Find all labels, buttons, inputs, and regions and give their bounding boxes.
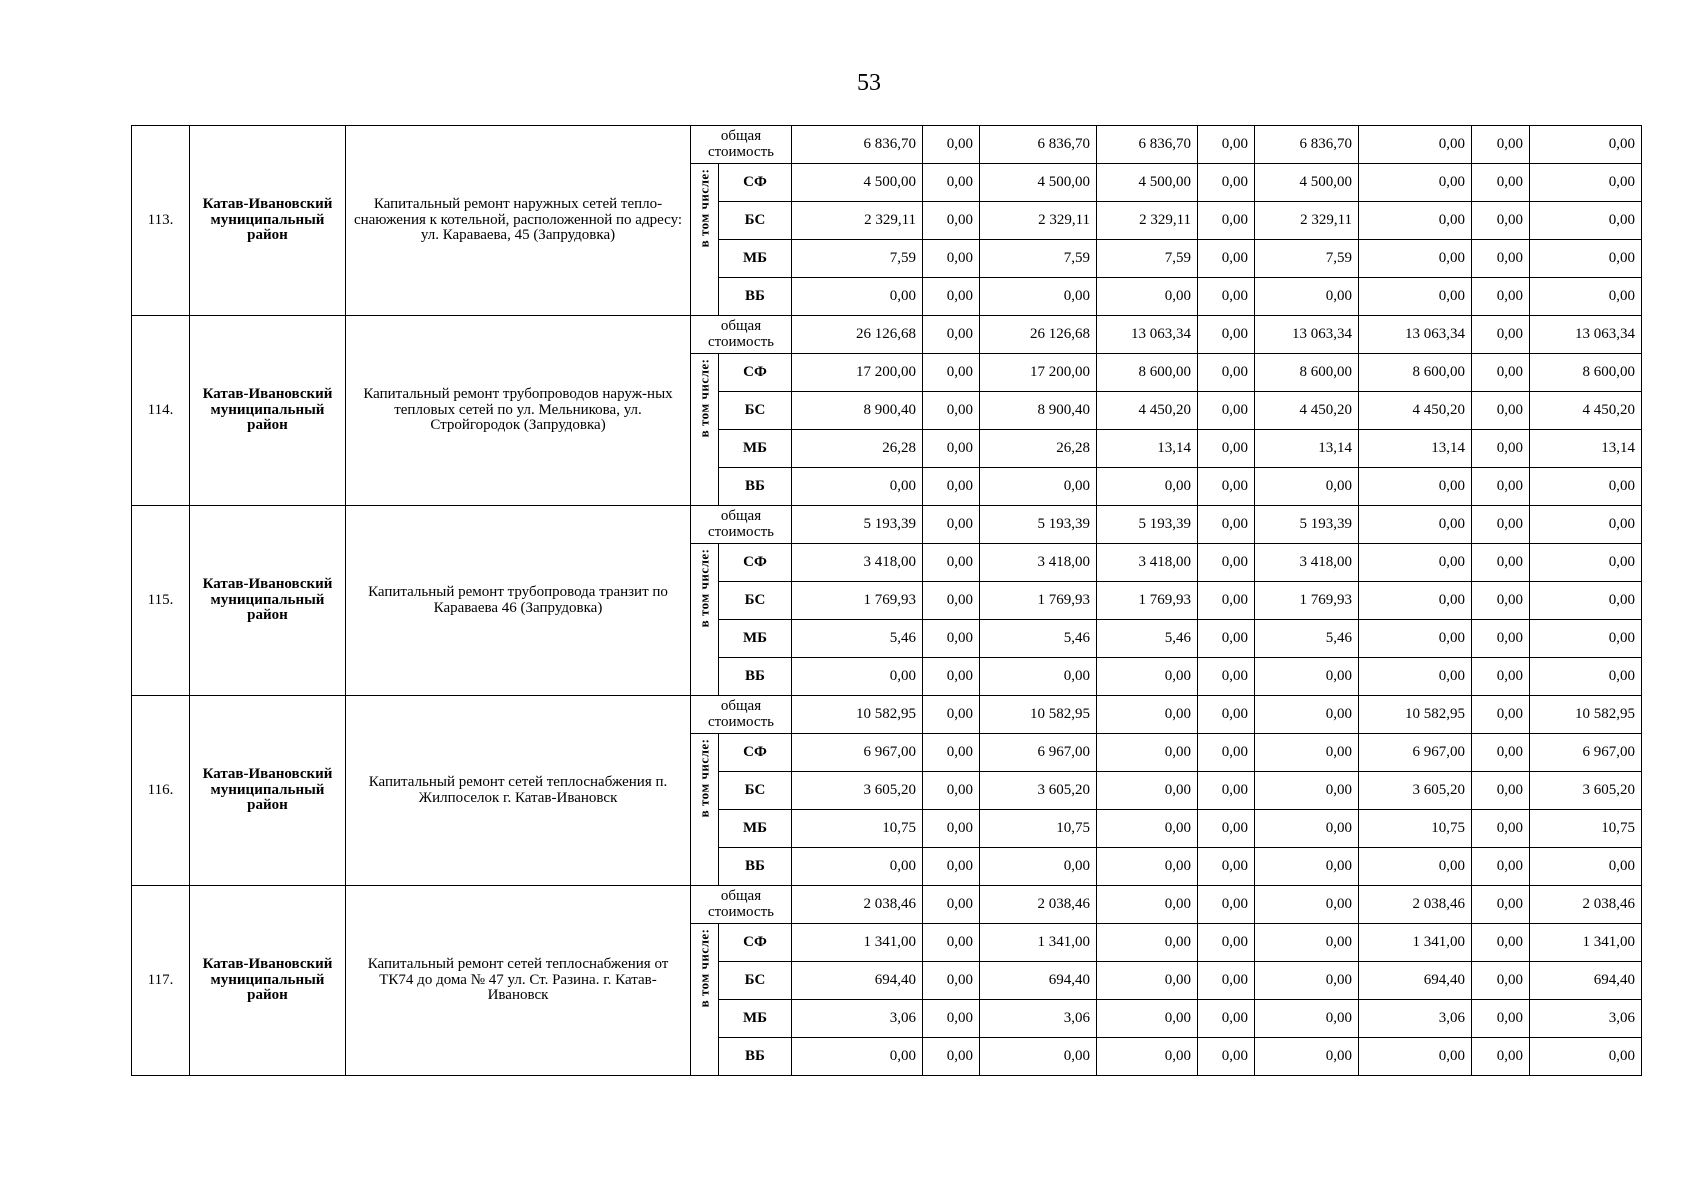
row-number: 116. bbox=[132, 696, 190, 886]
value-cell: 4 450,20 bbox=[1359, 392, 1472, 430]
value-cell: 0,00 bbox=[1198, 582, 1255, 620]
value-cell: 0,00 bbox=[1255, 886, 1359, 924]
value-cell: 4 500,00 bbox=[980, 164, 1097, 202]
project-description: Капитальный ремонт сетей теплоснабжения от ТК74 до дома № 47 ул. Ст. Разина. г. Катав-Ивановск bbox=[346, 886, 691, 1076]
value-cell: 6 836,70 bbox=[980, 126, 1097, 164]
value-cell: 3,06 bbox=[1359, 1000, 1472, 1038]
funding-source-label: БС bbox=[719, 202, 792, 240]
district-name: Катав-Ивановский муниципальный район bbox=[190, 506, 346, 696]
value-cell: 5 193,39 bbox=[1255, 506, 1359, 544]
value-cell: 0,00 bbox=[1359, 278, 1472, 316]
value-cell: 7,59 bbox=[1255, 240, 1359, 278]
value-cell: 0,00 bbox=[1097, 278, 1198, 316]
value-cell: 0,00 bbox=[1097, 848, 1198, 886]
value-cell: 8 900,40 bbox=[792, 392, 923, 430]
row-number: 117. bbox=[132, 886, 190, 1076]
value-cell: 0,00 bbox=[1255, 810, 1359, 848]
value-cell: 0,00 bbox=[1198, 468, 1255, 506]
value-cell: 0,00 bbox=[1097, 734, 1198, 772]
value-cell: 0,00 bbox=[1097, 924, 1198, 962]
value-cell: 8 600,00 bbox=[1359, 354, 1472, 392]
value-cell: 1 341,00 bbox=[1359, 924, 1472, 962]
value-cell: 26 126,68 bbox=[980, 316, 1097, 354]
total-cost-label: общая стоимость bbox=[691, 506, 792, 544]
value-cell: 0,00 bbox=[923, 544, 980, 582]
value-cell: 0,00 bbox=[1530, 240, 1642, 278]
value-cell: 0,00 bbox=[1255, 772, 1359, 810]
table-body bbox=[132, 126, 1642, 1076]
value-cell: 13 063,34 bbox=[1359, 316, 1472, 354]
value-cell: 0,00 bbox=[1530, 468, 1642, 506]
value-cell: 0,00 bbox=[923, 924, 980, 962]
including-label-cell bbox=[691, 164, 719, 316]
value-cell: 3 418,00 bbox=[1255, 544, 1359, 582]
value-cell: 2 329,11 bbox=[980, 202, 1097, 240]
including-label: в том числе: bbox=[696, 738, 712, 817]
district-name: Катав-Ивановский муниципальный район bbox=[190, 126, 346, 316]
value-cell: 4 500,00 bbox=[1097, 164, 1198, 202]
project-description: Капитальный ремонт трубопроводов наруж-ных тепловых сетей по ул. Мельникова, ул. Стройгородок (Запрудовка) bbox=[346, 316, 691, 506]
page-number: 53 bbox=[857, 70, 881, 96]
value-cell: 0,00 bbox=[1359, 544, 1472, 582]
value-cell: 0,00 bbox=[1472, 354, 1530, 392]
value-cell: 3 605,20 bbox=[1530, 772, 1642, 810]
value-cell: 17 200,00 bbox=[792, 354, 923, 392]
value-cell: 0,00 bbox=[1198, 240, 1255, 278]
value-cell: 0,00 bbox=[1472, 886, 1530, 924]
value-cell: 0,00 bbox=[923, 316, 980, 354]
value-cell: 0,00 bbox=[1472, 848, 1530, 886]
value-cell: 0,00 bbox=[1198, 544, 1255, 582]
value-cell: 0,00 bbox=[1198, 354, 1255, 392]
value-cell: 0,00 bbox=[1472, 506, 1530, 544]
value-cell: 26,28 bbox=[980, 430, 1097, 468]
value-cell: 0,00 bbox=[1097, 962, 1198, 1000]
value-cell: 0,00 bbox=[1359, 468, 1472, 506]
value-cell: 0,00 bbox=[923, 278, 980, 316]
value-cell: 0,00 bbox=[1198, 1000, 1255, 1038]
table-row-total bbox=[132, 696, 1642, 734]
value-cell: 1 341,00 bbox=[1530, 924, 1642, 962]
value-cell: 0,00 bbox=[1359, 164, 1472, 202]
value-cell: 0,00 bbox=[923, 848, 980, 886]
value-cell: 0,00 bbox=[923, 468, 980, 506]
including-label: в том числе: bbox=[696, 168, 712, 247]
funding-source-label: МБ bbox=[719, 620, 792, 658]
value-cell: 4 500,00 bbox=[1255, 164, 1359, 202]
value-cell: 0,00 bbox=[1530, 1038, 1642, 1076]
value-cell: 0,00 bbox=[923, 620, 980, 658]
funding-source-label: БС bbox=[719, 582, 792, 620]
value-cell: 0,00 bbox=[1359, 240, 1472, 278]
value-cell: 0,00 bbox=[923, 734, 980, 772]
value-cell: 5,46 bbox=[1097, 620, 1198, 658]
value-cell: 6 967,00 bbox=[792, 734, 923, 772]
value-cell: 0,00 bbox=[1198, 1038, 1255, 1076]
value-cell: 0,00 bbox=[1472, 544, 1530, 582]
value-cell: 5 193,39 bbox=[1097, 506, 1198, 544]
value-cell: 0,00 bbox=[1255, 962, 1359, 1000]
value-cell: 0,00 bbox=[980, 468, 1097, 506]
value-cell: 3 418,00 bbox=[980, 544, 1097, 582]
value-cell: 0,00 bbox=[923, 772, 980, 810]
value-cell: 0,00 bbox=[923, 658, 980, 696]
value-cell: 2 038,46 bbox=[1530, 886, 1642, 924]
value-cell: 8 600,00 bbox=[1097, 354, 1198, 392]
including-label: в том числе: bbox=[696, 928, 712, 1007]
value-cell: 0,00 bbox=[1472, 392, 1530, 430]
value-cell: 10,75 bbox=[1530, 810, 1642, 848]
value-cell: 5,46 bbox=[980, 620, 1097, 658]
value-cell: 0,00 bbox=[1359, 1038, 1472, 1076]
value-cell: 1 769,93 bbox=[1255, 582, 1359, 620]
value-cell: 0,00 bbox=[1472, 316, 1530, 354]
value-cell: 0,00 bbox=[980, 1038, 1097, 1076]
value-cell: 0,00 bbox=[923, 126, 980, 164]
value-cell: 0,00 bbox=[1359, 126, 1472, 164]
value-cell: 0,00 bbox=[1097, 1038, 1198, 1076]
value-cell: 0,00 bbox=[1472, 582, 1530, 620]
district-name: Катав-Ивановский муниципальный район bbox=[190, 696, 346, 886]
district-name: Катав-Ивановский муниципальный район bbox=[190, 316, 346, 506]
including-label-cell bbox=[691, 924, 719, 1076]
value-cell: 0,00 bbox=[1359, 582, 1472, 620]
value-cell: 0,00 bbox=[1255, 734, 1359, 772]
value-cell: 3,06 bbox=[1530, 1000, 1642, 1038]
table-row-total bbox=[132, 126, 1642, 164]
value-cell: 0,00 bbox=[1198, 658, 1255, 696]
including-label-cell bbox=[691, 734, 719, 886]
project-description: Капитальный ремонт наружных сетей тепло-снаюжения к котельной, расположенной по адресу: ул. Караваева, 45 (Запрудовка) bbox=[346, 126, 691, 316]
value-cell: 694,40 bbox=[980, 962, 1097, 1000]
funding-source-label: СФ bbox=[719, 924, 792, 962]
value-cell: 8 900,40 bbox=[980, 392, 1097, 430]
value-cell: 0,00 bbox=[1472, 620, 1530, 658]
value-cell: 0,00 bbox=[1097, 658, 1198, 696]
value-cell: 6 967,00 bbox=[1359, 734, 1472, 772]
value-cell: 0,00 bbox=[1530, 620, 1642, 658]
funding-source-label: ВБ bbox=[719, 1038, 792, 1076]
value-cell: 0,00 bbox=[1472, 430, 1530, 468]
value-cell: 3,06 bbox=[792, 1000, 923, 1038]
value-cell: 6 967,00 bbox=[980, 734, 1097, 772]
funding-source-label: СФ bbox=[719, 734, 792, 772]
value-cell: 0,00 bbox=[980, 848, 1097, 886]
project-description: Капитальный ремонт трубопровода транзит по Караваева 46 (Запрудовка) bbox=[346, 506, 691, 696]
value-cell: 6 836,70 bbox=[1255, 126, 1359, 164]
value-cell: 0,00 bbox=[1472, 240, 1530, 278]
value-cell: 10 582,95 bbox=[1359, 696, 1472, 734]
value-cell: 0,00 bbox=[1472, 962, 1530, 1000]
value-cell: 1 769,93 bbox=[1097, 582, 1198, 620]
value-cell: 4 450,20 bbox=[1097, 392, 1198, 430]
value-cell: 3 605,20 bbox=[792, 772, 923, 810]
row-number: 113. bbox=[132, 126, 190, 316]
value-cell: 0,00 bbox=[1530, 164, 1642, 202]
value-cell: 0,00 bbox=[792, 278, 923, 316]
value-cell: 3 605,20 bbox=[980, 772, 1097, 810]
value-cell: 0,00 bbox=[1198, 164, 1255, 202]
value-cell: 0,00 bbox=[923, 696, 980, 734]
value-cell: 0,00 bbox=[980, 658, 1097, 696]
value-cell: 4 500,00 bbox=[792, 164, 923, 202]
value-cell: 0,00 bbox=[1359, 620, 1472, 658]
value-cell: 0,00 bbox=[1255, 1000, 1359, 1038]
value-cell: 0,00 bbox=[1472, 658, 1530, 696]
value-cell: 0,00 bbox=[1255, 278, 1359, 316]
table-row-total bbox=[132, 316, 1642, 354]
value-cell: 0,00 bbox=[1359, 202, 1472, 240]
value-cell: 6 967,00 bbox=[1530, 734, 1642, 772]
value-cell: 0,00 bbox=[1472, 202, 1530, 240]
value-cell: 0,00 bbox=[923, 354, 980, 392]
table-row-total bbox=[132, 506, 1642, 544]
value-cell: 0,00 bbox=[1198, 278, 1255, 316]
value-cell: 0,00 bbox=[1198, 506, 1255, 544]
value-cell: 0,00 bbox=[923, 962, 980, 1000]
funding-source-label: МБ bbox=[719, 240, 792, 278]
value-cell: 0,00 bbox=[923, 810, 980, 848]
total-cost-label: общая стоимость bbox=[691, 696, 792, 734]
value-cell: 8 600,00 bbox=[1530, 354, 1642, 392]
funding-source-label: ВБ bbox=[719, 848, 792, 886]
value-cell: 6 836,70 bbox=[792, 126, 923, 164]
value-cell: 0,00 bbox=[1255, 696, 1359, 734]
value-cell: 10,75 bbox=[792, 810, 923, 848]
value-cell: 4 450,20 bbox=[1530, 392, 1642, 430]
value-cell: 0,00 bbox=[1359, 658, 1472, 696]
table-row-total bbox=[132, 886, 1642, 924]
value-cell: 13,14 bbox=[1097, 430, 1198, 468]
including-label-cell bbox=[691, 354, 719, 506]
value-cell: 0,00 bbox=[1198, 734, 1255, 772]
value-cell: 13 063,34 bbox=[1097, 316, 1198, 354]
value-cell: 7,59 bbox=[1097, 240, 1198, 278]
value-cell: 0,00 bbox=[1198, 202, 1255, 240]
value-cell: 0,00 bbox=[792, 658, 923, 696]
value-cell: 0,00 bbox=[1097, 696, 1198, 734]
value-cell: 0,00 bbox=[923, 240, 980, 278]
value-cell: 0,00 bbox=[1198, 772, 1255, 810]
value-cell: 0,00 bbox=[1198, 962, 1255, 1000]
funding-source-label: СФ bbox=[719, 164, 792, 202]
value-cell: 10 582,95 bbox=[792, 696, 923, 734]
value-cell: 13,14 bbox=[1359, 430, 1472, 468]
value-cell: 5,46 bbox=[1255, 620, 1359, 658]
funding-source-label: МБ bbox=[719, 810, 792, 848]
including-label: в том числе: bbox=[696, 358, 712, 437]
including-label-cell bbox=[691, 544, 719, 696]
value-cell: 0,00 bbox=[1255, 924, 1359, 962]
value-cell: 13,14 bbox=[1255, 430, 1359, 468]
value-cell: 0,00 bbox=[923, 1000, 980, 1038]
value-cell: 10,75 bbox=[1359, 810, 1472, 848]
value-cell: 0,00 bbox=[1472, 1000, 1530, 1038]
value-cell: 0,00 bbox=[1530, 848, 1642, 886]
funding-source-label: БС bbox=[719, 392, 792, 430]
value-cell: 0,00 bbox=[1198, 126, 1255, 164]
value-cell: 0,00 bbox=[1097, 1000, 1198, 1038]
value-cell: 0,00 bbox=[1530, 202, 1642, 240]
value-cell: 0,00 bbox=[1472, 126, 1530, 164]
value-cell: 3 418,00 bbox=[1097, 544, 1198, 582]
value-cell: 0,00 bbox=[1097, 468, 1198, 506]
value-cell: 0,00 bbox=[1198, 430, 1255, 468]
value-cell: 0,00 bbox=[1198, 316, 1255, 354]
value-cell: 0,00 bbox=[1472, 468, 1530, 506]
value-cell: 0,00 bbox=[792, 1038, 923, 1076]
value-cell: 0,00 bbox=[1530, 544, 1642, 582]
value-cell: 0,00 bbox=[1472, 810, 1530, 848]
value-cell: 13 063,34 bbox=[1255, 316, 1359, 354]
value-cell: 0,00 bbox=[1530, 506, 1642, 544]
value-cell: 0,00 bbox=[1472, 1038, 1530, 1076]
value-cell: 0,00 bbox=[1198, 392, 1255, 430]
value-cell: 0,00 bbox=[1472, 924, 1530, 962]
value-cell: 0,00 bbox=[923, 1038, 980, 1076]
project-description: Капитальный ремонт сетей теплоснабжения п. Жилпоселок г. Катав-Ивановск bbox=[346, 696, 691, 886]
value-cell: 2 329,11 bbox=[1097, 202, 1198, 240]
value-cell: 7,59 bbox=[980, 240, 1097, 278]
value-cell: 3 605,20 bbox=[1359, 772, 1472, 810]
value-cell: 0,00 bbox=[1255, 1038, 1359, 1076]
value-cell: 1 769,93 bbox=[980, 582, 1097, 620]
value-cell: 5 193,39 bbox=[980, 506, 1097, 544]
value-cell: 0,00 bbox=[1255, 848, 1359, 886]
value-cell: 2 038,46 bbox=[980, 886, 1097, 924]
funding-source-label: ВБ bbox=[719, 658, 792, 696]
value-cell: 6 836,70 bbox=[1097, 126, 1198, 164]
value-cell: 10 582,95 bbox=[1530, 696, 1642, 734]
value-cell: 0,00 bbox=[1359, 506, 1472, 544]
funding-source-label: БС bbox=[719, 962, 792, 1000]
including-label: в том числе: bbox=[696, 548, 712, 627]
value-cell: 5 193,39 bbox=[792, 506, 923, 544]
value-cell: 0,00 bbox=[792, 848, 923, 886]
value-cell: 0,00 bbox=[792, 468, 923, 506]
value-cell: 0,00 bbox=[1472, 696, 1530, 734]
value-cell: 7,59 bbox=[792, 240, 923, 278]
funding-source-label: ВБ bbox=[719, 468, 792, 506]
value-cell: 0,00 bbox=[923, 164, 980, 202]
value-cell: 0,00 bbox=[1472, 164, 1530, 202]
value-cell: 0,00 bbox=[923, 886, 980, 924]
value-cell: 0,00 bbox=[923, 582, 980, 620]
value-cell: 0,00 bbox=[1198, 924, 1255, 962]
district-name: Катав-Ивановский муниципальный район bbox=[190, 886, 346, 1076]
value-cell: 0,00 bbox=[1472, 772, 1530, 810]
row-number: 115. bbox=[132, 506, 190, 696]
value-cell: 26 126,68 bbox=[792, 316, 923, 354]
funding-source-label: СФ bbox=[719, 354, 792, 392]
value-cell: 0,00 bbox=[1530, 582, 1642, 620]
value-cell: 10 582,95 bbox=[980, 696, 1097, 734]
value-cell: 0,00 bbox=[1472, 734, 1530, 772]
value-cell: 2 329,11 bbox=[1255, 202, 1359, 240]
value-cell: 0,00 bbox=[1530, 126, 1642, 164]
value-cell: 0,00 bbox=[923, 202, 980, 240]
funding-source-label: МБ bbox=[719, 430, 792, 468]
value-cell: 0,00 bbox=[1472, 278, 1530, 316]
value-cell: 4 450,20 bbox=[1255, 392, 1359, 430]
value-cell: 0,00 bbox=[980, 278, 1097, 316]
value-cell: 0,00 bbox=[923, 430, 980, 468]
value-cell: 0,00 bbox=[1255, 468, 1359, 506]
value-cell: 2 038,46 bbox=[1359, 886, 1472, 924]
total-cost-label: общая стоимость bbox=[691, 316, 792, 354]
value-cell: 2 329,11 bbox=[792, 202, 923, 240]
value-cell: 5,46 bbox=[792, 620, 923, 658]
value-cell: 694,40 bbox=[1359, 962, 1472, 1000]
funding-source-label: МБ bbox=[719, 1000, 792, 1038]
value-cell: 694,40 bbox=[1530, 962, 1642, 1000]
funding-source-label: СФ bbox=[719, 544, 792, 582]
value-cell: 0,00 bbox=[1097, 772, 1198, 810]
total-cost-label: общая стоимость bbox=[691, 126, 792, 164]
value-cell: 10,75 bbox=[980, 810, 1097, 848]
value-cell: 0,00 bbox=[1198, 620, 1255, 658]
value-cell: 17 200,00 bbox=[980, 354, 1097, 392]
value-cell: 0,00 bbox=[1097, 810, 1198, 848]
value-cell: 13,14 bbox=[1530, 430, 1642, 468]
value-cell: 0,00 bbox=[1198, 886, 1255, 924]
value-cell: 0,00 bbox=[1359, 848, 1472, 886]
value-cell: 0,00 bbox=[1097, 886, 1198, 924]
value-cell: 0,00 bbox=[1198, 696, 1255, 734]
row-number: 114. bbox=[132, 316, 190, 506]
value-cell: 1 769,93 bbox=[792, 582, 923, 620]
value-cell: 2 038,46 bbox=[792, 886, 923, 924]
value-cell: 1 341,00 bbox=[792, 924, 923, 962]
value-cell: 694,40 bbox=[792, 962, 923, 1000]
value-cell: 26,28 bbox=[792, 430, 923, 468]
value-cell: 3,06 bbox=[980, 1000, 1097, 1038]
total-cost-label: общая стоимость bbox=[691, 886, 792, 924]
budget-table bbox=[131, 125, 1642, 1076]
value-cell: 1 341,00 bbox=[980, 924, 1097, 962]
value-cell: 0,00 bbox=[1255, 658, 1359, 696]
value-cell: 0,00 bbox=[1530, 658, 1642, 696]
value-cell: 0,00 bbox=[1198, 810, 1255, 848]
funding-source-label: БС bbox=[719, 772, 792, 810]
value-cell: 0,00 bbox=[1530, 278, 1642, 316]
funding-source-label: ВБ bbox=[719, 278, 792, 316]
value-cell: 8 600,00 bbox=[1255, 354, 1359, 392]
value-cell: 0,00 bbox=[923, 392, 980, 430]
value-cell: 13 063,34 bbox=[1530, 316, 1642, 354]
value-cell: 0,00 bbox=[1198, 848, 1255, 886]
value-cell: 0,00 bbox=[923, 506, 980, 544]
value-cell: 3 418,00 bbox=[792, 544, 923, 582]
